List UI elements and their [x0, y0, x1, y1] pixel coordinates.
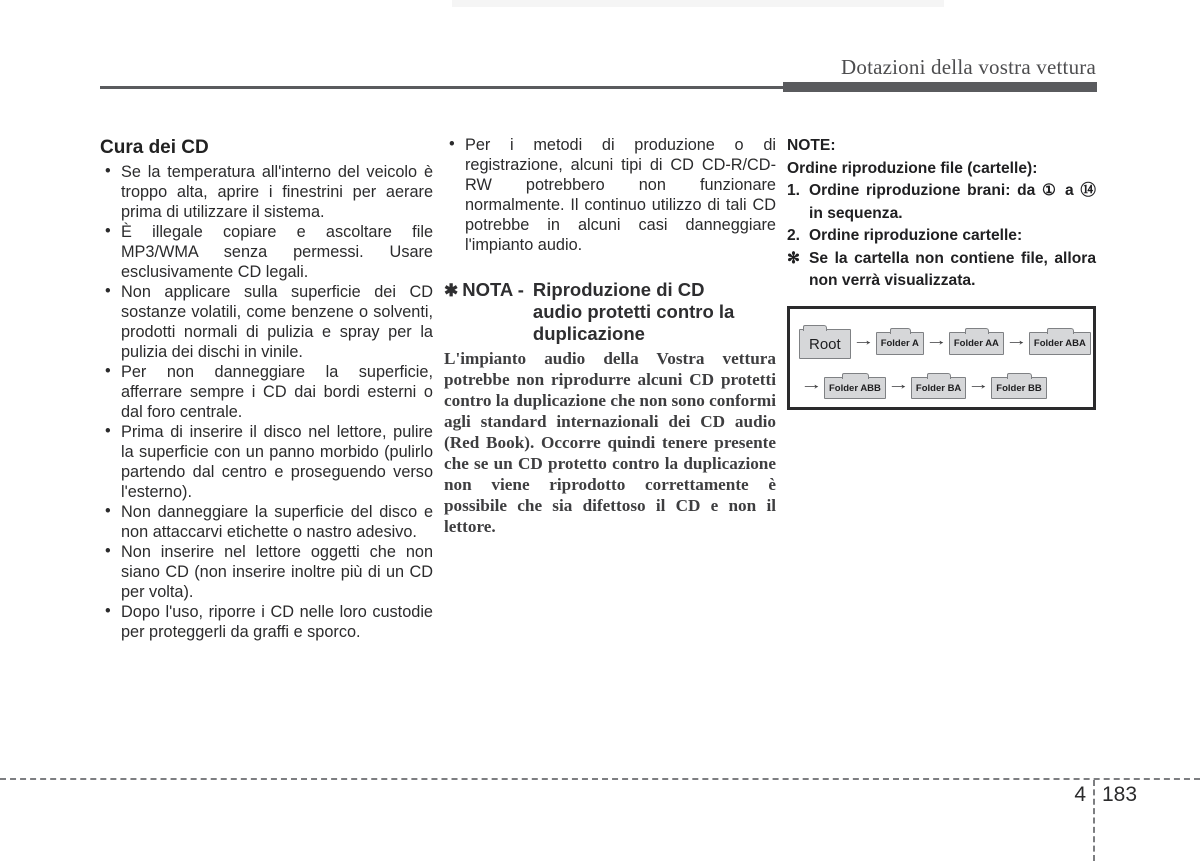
list-item: [100, 282, 433, 362]
folder-label: Folder A: [880, 338, 919, 350]
list-item-text: È illegale copiare e ascoltare file MP3/WMA senza permessi. Usare esclusivamente CD legali.: [121, 223, 433, 281]
note-subheading: Ordine riproduzione file (cartelle):: [787, 159, 1038, 177]
list-item: [100, 542, 433, 602]
item-marker: 2.: [787, 227, 801, 244]
nota-body-text: L'impianto audio della Vostra vettura potrebbe non riprodurre alcuni CD protetti contro la duplicazione che non sono conformi agli standard internazionali dei CD audio (Red Book). Occorre quindi tenere presente che se un CD protetto contro la duplicazione non viene riprodotto correttamente è possibile che sia difettoso il CD e non il lettore.: [444, 349, 776, 536]
bullet-icon: •: [105, 602, 111, 620]
list-item: [100, 602, 433, 642]
list-item: [100, 502, 433, 542]
header-rule-thin: [100, 86, 783, 89]
note-item: [787, 225, 1096, 248]
nota-lead: [444, 279, 524, 345]
list-item-text: Non danneggiare la superficie del disco e non attaccarvi etichette o nastro adesivo.: [121, 503, 433, 541]
folder-diagram: [787, 306, 1096, 410]
list-item-text: Non applicare sulla superficie dei CD sostanze volatili, come benzene o solventi, prodotti normali di pulizia e spray per la pulizia dei dischi in vinile.: [121, 283, 433, 361]
folder-node: [876, 332, 924, 355]
folder-label: Folder BB: [996, 382, 1042, 394]
folder-node: [824, 377, 886, 400]
list-item-text: Se la temperatura all'interno del veicolo è troppo alta, aprire i finestrini per aerare prima di utilizzare il sistema.: [121, 163, 433, 221]
folder-label: Folder ABA: [1033, 338, 1086, 350]
column-note: [787, 135, 1096, 642]
note-item-text: Se la cartella non contiene file, allora non verrà visualizzata.: [809, 249, 1096, 289]
top-accent-bar: [452, 0, 944, 7]
column-middle: [444, 135, 776, 642]
folder-node: [949, 332, 1004, 355]
bullet-icon: •: [105, 222, 111, 240]
flow-arrow-icon: →: [1005, 331, 1028, 349]
cd-care-list-continued: [444, 135, 776, 255]
folder-label: Root: [809, 335, 841, 353]
nota-heading: [444, 279, 776, 345]
header-rule-thick: [783, 82, 1097, 92]
note-item-text: Ordine riproduzione cartelle:: [809, 227, 1023, 244]
section-heading: Cura dei CD: [100, 137, 209, 158]
folder-label: Folder AA: [953, 338, 999, 350]
list-item-text: Per non danneggiare la superficie, afferrare sempre i CD dai bordi esterni o dal foro centrale.: [121, 363, 433, 421]
bullet-icon: •: [105, 162, 111, 180]
folder-node: [799, 329, 851, 359]
folder-node: [911, 377, 966, 400]
chapter-number: 4: [1074, 783, 1086, 806]
column-cd-care: [100, 135, 433, 642]
asterisk-icon: ✱: [444, 281, 459, 300]
bullet-icon: •: [449, 135, 455, 153]
folder-label: Folder ABB: [829, 382, 881, 394]
flow-arrow-icon: →: [851, 331, 875, 349]
list-item: [100, 422, 433, 502]
list-item: [100, 362, 433, 422]
page-title: Dotazioni della vostra vettura: [841, 55, 1096, 79]
folder-node: [991, 377, 1046, 400]
list-item: [100, 222, 433, 282]
list-item-text: Non inserire nel lettore oggetti che non siano CD (non inserire inoltre più di un CD per volta).: [121, 543, 433, 601]
nota-label: NOTA -: [462, 279, 524, 300]
list-item: [100, 162, 433, 222]
item-marker: 1.: [787, 182, 801, 199]
asterisk-icon: ✻: [787, 249, 801, 267]
list-item-text: Per i metodi di produzione o di registrazione, alcuni tipi di CD CD-R/CD-RW potrebbero non funzionare normalmente. Il continuo utilizzo di tali CD potrebbe in alcuni casi danneggiare l'impianto audio.: [465, 136, 776, 254]
diagram-row: [799, 324, 1086, 359]
diagram-row: [799, 372, 1086, 400]
note-item-text: Ordine riproduzione brani: da ① a ⑭ in sequenza.: [809, 182, 1096, 222]
bullet-icon: •: [105, 282, 111, 300]
note-item: [787, 248, 1096, 293]
nota-title: Riproduzione di CD audio protetti contro la duplicazione: [532, 279, 735, 344]
note-heading: NOTE:: [787, 137, 836, 154]
flow-arrow-icon: →: [967, 376, 991, 393]
cd-care-list: [100, 162, 433, 642]
folder-label: Folder BA: [915, 382, 962, 394]
flow-arrow-icon: →: [925, 331, 948, 349]
bullet-icon: •: [105, 502, 111, 520]
footer-dashed-line: [0, 778, 1200, 780]
footer-dashed-divider: [1093, 780, 1095, 861]
list-item-text: Prima di inserire il disco nel lettore, pulire la superficie con un panno morbido (pulirlo partendo dal centro e proseguendo verso l'esterno).: [121, 423, 433, 501]
content-columns: [100, 135, 1097, 642]
flow-arrow-icon: →: [887, 376, 910, 393]
list-item: [444, 135, 776, 255]
flow-arrow-icon: →: [800, 376, 823, 393]
folder-node: [1029, 332, 1091, 355]
bullet-icon: •: [105, 542, 111, 560]
list-item-text: Dopo l'uso, riporre i CD nelle loro custodie per proteggerli da graffi e sporco.: [121, 603, 433, 641]
nota-block: [444, 279, 776, 537]
page-number: 183: [1102, 783, 1138, 806]
bullet-icon: •: [105, 422, 111, 440]
note-item: [787, 180, 1096, 225]
bullet-icon: •: [105, 362, 111, 380]
